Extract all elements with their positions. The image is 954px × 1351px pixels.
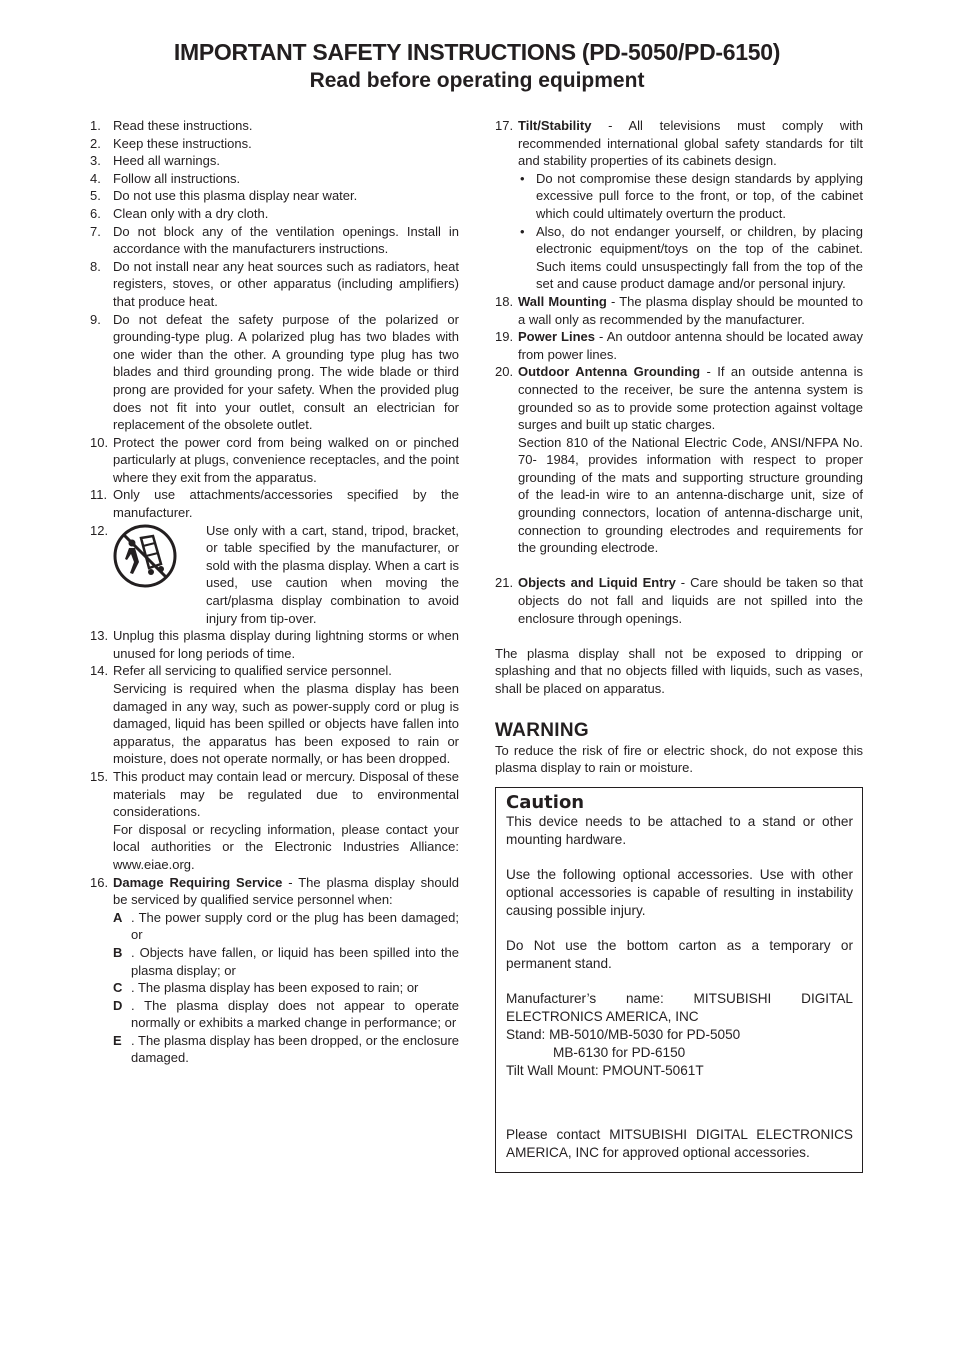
instruction-item-15: 15. This product may contain lead or mercury. Disposal of these materials may be regulated due to environmental considerations. For disposal or recycling information, please contact your local authorities or the Electronic Industries Alliance: www.eiae.org. — [90, 768, 459, 872]
tilt-bullet-item: • Also, do not endanger yourself, or children, by placing electronic equipment/toys on the top of the cabinet. Such items could unsuspectingly fall from the top of the set and cause product damage and/or personal injury. — [520, 223, 863, 292]
manufacturer-name: Manufacturer’s name: MITSUBISHI DIGITAL ELECTRONICS AMERICA, INC — [506, 990, 853, 1024]
damage-condition-item: C . The plasma display has been exposed to rain; or — [113, 980, 419, 996]
tilt-bullet-item: • Do not compromise these design standards by applying excessive pull force to the front, or top, of the cabinet which could ultimately overturn the product. — [520, 170, 863, 221]
damage-conditions-list — [113, 909, 459, 1067]
right-column — [495, 117, 863, 1173]
tilt-bullet-list — [518, 170, 863, 293]
left-column — [90, 117, 459, 1067]
instruction-item-6: 6. Clean only with a dry cloth. — [90, 205, 269, 221]
instruction-item-10: 10. Protect the power cord from being walked on or pinched particularly at plugs, convenience receptacles, and the point where they exit from the apparatus. — [90, 434, 459, 485]
caution-carton: Do Not use the bottom carton as a temporary or permanent stand. — [506, 937, 853, 971]
instruction-item-17: 17. Tilt/Stability - All televisions must comply with recommended international global safety standards for tilt and stability properties of its cabinets design. • Do not compromise these design standards by applying excessive pull force to the front, or top, of the cabinet which could ultimately overturn the product. • Also, do not endanger yourself, or children, by placing electronic equipment/toys on the top of the cabinet. Such items could unsuspectingly fall from the top of the set and cause product damage and/or personal injury. — [495, 118, 863, 292]
instruction-item-1: 1. Read these instructions. — [90, 118, 253, 133]
instruction-list — [90, 117, 459, 522]
caution-accessories: Use the following optional accessories. Use with other optional accessories is capable of resulting in instability causing possible injury. — [506, 866, 853, 918]
damage-condition-item: E . The plasma display has been dropped, or the enclosure damaged. — [113, 1032, 459, 1066]
stand-models: Stand: MB-5010/MB-5030 for PD-5050 — [506, 1026, 741, 1042]
instruction-item-16: 16. Damage Requiring Service - The plasma display should be serviced by qualified service personnel when: A . The power supply cord or the plug has been damaged; or B . Objects have fallen, or liquid has been spilled into the plasma display; or C . The plasma display has been exposed to rain; or D . The plasma display does not appear to operate normally or exhibits a marked change in performance; or E . The plasma display has been dropped, or the enclosure damaged. — [90, 874, 459, 1066]
caution-mounting: This device needs to be attached to a stand or other mounting hardware. — [506, 813, 853, 847]
instruction-item-11: 11. Only use attachments/accessories specified by the manufacturer. — [90, 487, 459, 521]
dripping-note: The plasma display shall not be exposed to dripping or splashing and that no objects filled with liquids, such as vases, shall be placed on apparatus. — [495, 645, 863, 696]
instruction-item-14: 14. Refer all servicing to qualified service personnel. Servicing is required when the plasma display has been damaged in any way, such as power-supply cord or plug is damaged, liquid has been spilled or objects have fallen into apparatus, the apparatus has been exposed to rain or moisture, does not operate normally, or has been dropped. — [90, 663, 459, 767]
caution-heading: Caution — [506, 791, 585, 813]
warning-heading: WARNING — [495, 719, 589, 741]
damage-condition-item: A . The power supply cord or the plug has been damaged; or — [113, 909, 459, 943]
instruction-item-4: 4. Follow all instructions. — [90, 170, 241, 186]
instruction-item-8: 8. Do not install near any heat sources such as radiators, heat registers, stoves, or other apparatus (including amplifiers) that produce heat. — [90, 258, 459, 309]
instruction-item-7: 7. Do not block any of the ventilation openings. Install in accordance with the manufacturers instructions. — [90, 223, 459, 257]
cart-warning-icon — [113, 524, 177, 588]
page-subtitle: Read before operating equipment — [309, 69, 645, 92]
caution-contact: Please contact MITSUBISHI DIGITAL ELECTRONICS AMERICA, INC for approved optional accessories. — [506, 1126, 853, 1160]
caution-box — [495, 787, 863, 1173]
instruction-item-3: 3. Heed all warnings. — [90, 153, 220, 169]
instruction-item-20: 20. Outdoor Antenna Grounding - If an outside antenna is connected to the receiver, be sure the antenna system is grounded so as to provide some protection against voltage surges and built up static charges. Section 810 of the National Electric Code, ANSI/NFPA No. 70- 1984, provides information with respect to proper grounding of the mats and supporting structure grounding of the lead-in wire to an antenna-discharge unit, size of grounding connectors, location of antenna-discharge unit, connection to grounding electrodes and requirements for the grounding electrode. — [495, 364, 863, 556]
instruction-item-12: 12. Use only with a cart, stand, tripod, bracket, or table specified by the manufacturer, or sold with the plasma display. When a cart is used, use caution when moving the cart/plasma display combination to avoid injury from tip-over. — [90, 522, 459, 626]
damage-condition-item: D . The plasma display does not appear to operate normally or exhibits a marked change in performance; or — [113, 997, 459, 1031]
tilt-wall-mount: Tilt Wall Mount: PMOUNT-5061T — [506, 1062, 704, 1078]
instruction-item-21: 21. Objects and Liquid Entry - Care should be taken so that objects do not fall and liquids are not spilled into the enclosure through openings. — [495, 575, 863, 626]
title-block — [0, 38, 954, 94]
instruction-item-5: 5. Do not use this plasma display near water. — [90, 188, 358, 204]
damage-condition-item: B . Objects have fallen, or liquid has been spilled into the plasma display; or — [113, 944, 459, 978]
stand-models-2: MB-6130 for PD-6150 — [553, 1044, 686, 1060]
instruction-item-13: 13. Unplug this plasma display during lightning storms or when unused for long periods of time. — [90, 628, 459, 661]
instruction-item-2: 2. Keep these instructions. — [90, 135, 252, 151]
instruction-item-18: 18. Wall Mounting - The plasma display should be mounted to a wall only as recommended by the manufacturer. — [495, 293, 864, 327]
page-title: IMPORTANT SAFETY INSTRUCTIONS (PD-5050/PD-6150) — [173, 39, 781, 65]
warning-text: To reduce the risk of fire or electric shock, do not expose this plasma display to rain or moisture. — [495, 742, 863, 776]
instruction-item-9: 9. Do not defeat the safety purpose of the polarized or grounding-type plug. A polarized plug has two blades with one wider than the other. A grounding type plug has two blades and third grounding prong. The wide blade or third prong are provided for your safety. When the provided plug does not fit into your outlet, consult an electrician for replacement of the obsolete outlet. — [90, 311, 459, 433]
instruction-item-19: 19. Power Lines - An outdoor antenna should be located away from power lines. — [495, 329, 863, 362]
